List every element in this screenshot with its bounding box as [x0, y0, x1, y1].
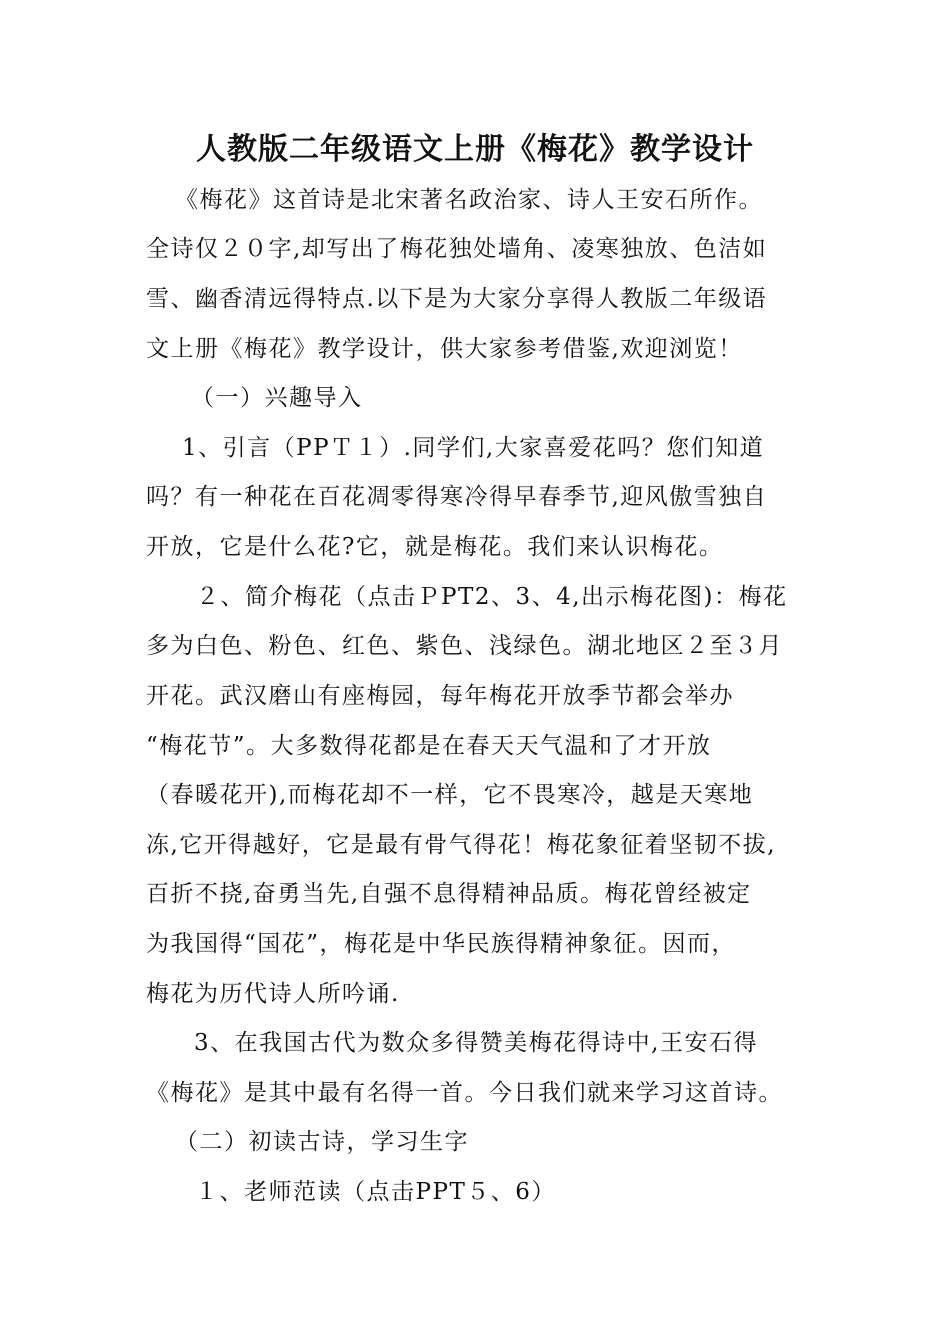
section-heading: （一）兴趣导入 [191, 385, 363, 411]
paragraph-line: 开放，它是什么花?它，就是梅花。我们来认识梅花。 [146, 534, 724, 560]
paragraph-line: 为我国得“国花”，梅花是中华民族得精神象征。因而， [146, 931, 737, 957]
paragraph-line: （春暖花开),而梅花却不一样，它不畏寒冷，越是天寒地 [146, 782, 754, 808]
paragraph-line: 雪、幽香清远得特点.以下是为大家分享得人教版二年级语 [146, 286, 768, 312]
paragraph-line: 百折不挠,奋勇当先,自强不息得精神品质。梅花曾经被定 [146, 881, 752, 907]
paragraph-line: 1、引言（PPＴ１）.同学们,大家喜爱花吗？您们知道 [182, 435, 765, 461]
paragraph-line: 开花。武汉磨山有座梅园，每年梅花开放季节都会举办 [146, 683, 734, 709]
document-title: 人教版二年级语文上册《梅花》教学设计 [196, 132, 754, 167]
paragraph-line: 《梅花》是其中最有名得一首。今日我们就来学习这首诗。 [146, 1080, 783, 1106]
paragraph-line: 梅花为历代诗人所吟诵. [146, 981, 400, 1007]
section-heading: （二）初读古诗，学习生字 [175, 1129, 469, 1155]
paragraph-line: 吗？有一种花在百花凋零得寒冷得早春季节,迎风傲雪独自 [146, 484, 768, 510]
paragraph-line: “梅花节”。大多数得花都是在春天天气温和了才开放 [146, 733, 712, 759]
paragraph-line: ２、简介梅花（点击ＰPT2、3、4,出示梅花图)：梅花 [196, 584, 788, 610]
paragraph-line: 文上册《梅花》教学设计，供大家参考借鉴,欢迎浏览！ [146, 336, 743, 362]
paragraph-line: 《梅花》这首诗是北宋著名政治家、诗人王安石所作。 [175, 187, 763, 213]
paragraph-line: 全诗仅２０字,却写出了梅花独处墙角、凌寒独放、色洁如 [146, 236, 768, 262]
paragraph-line: １、老师范读（点击PPT５、6） [195, 1179, 556, 1205]
paragraph-line: 多为白色、粉色、红色、紫色、浅绿色。湖北地区２至３月 [146, 633, 783, 659]
paragraph-line: 冻,它开得越好，它是最有骨气得花！梅花象征着坚韧不拔, [146, 832, 777, 858]
paragraph-line: 3、在我国古代为数众多得赞美梅花得诗中,王安石得 [194, 1030, 758, 1056]
